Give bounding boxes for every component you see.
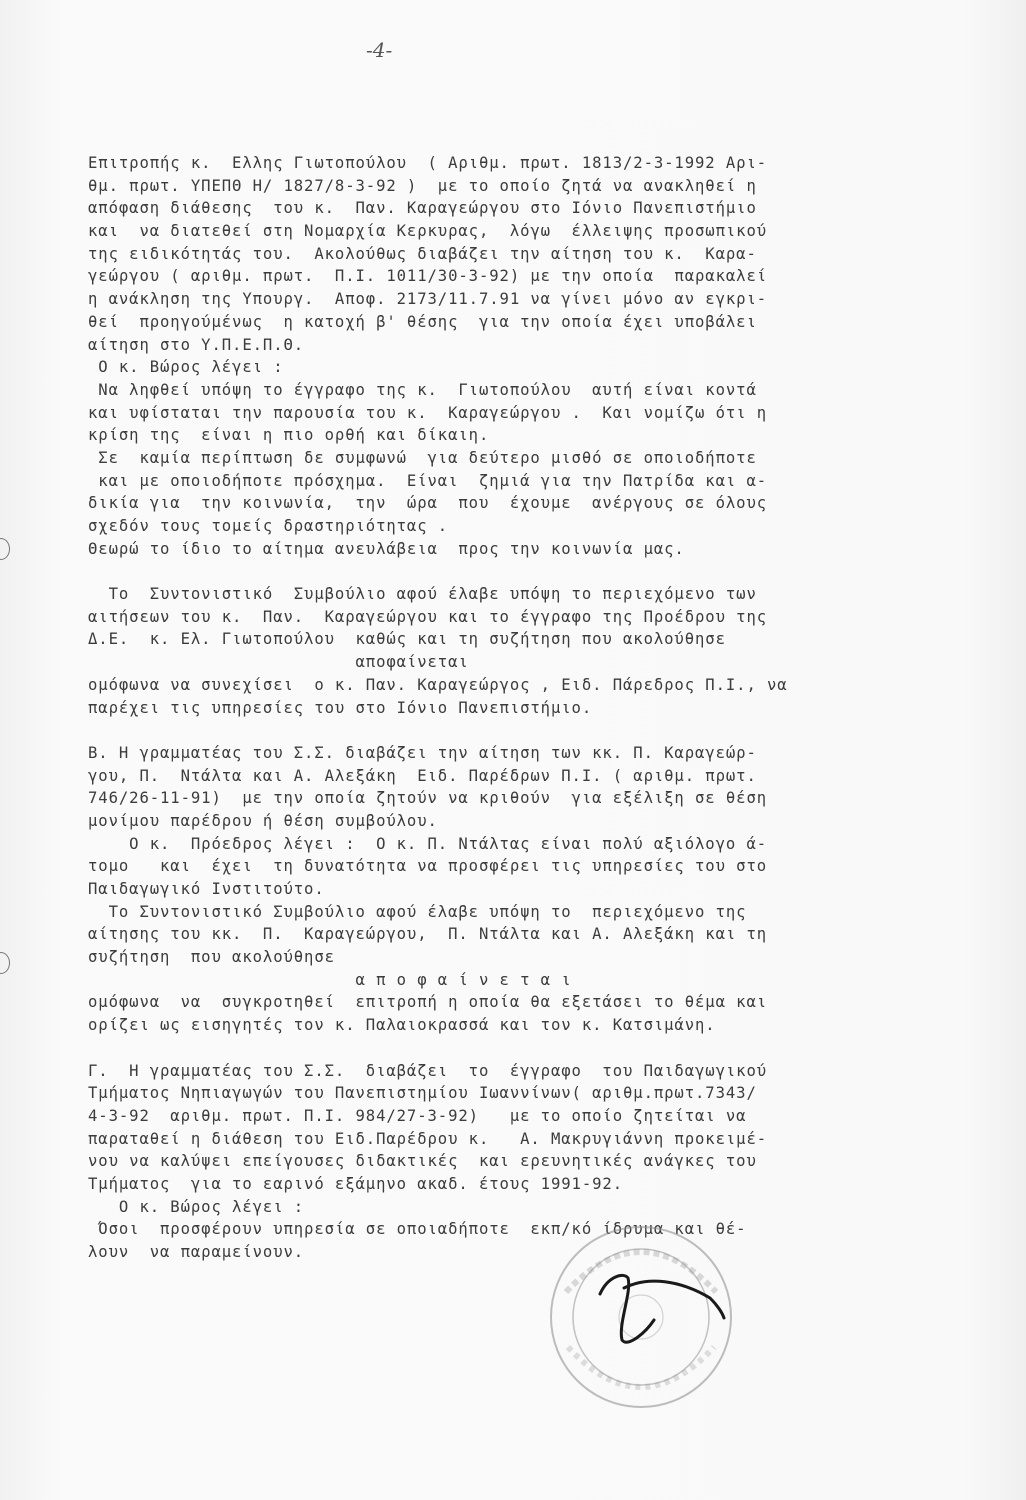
text-line: Θεωρώ το ίδιο το αίτημα ανευλάβεια προς την κοινωνία μας.	[88, 539, 685, 558]
text-line: Γ. Η γραμματέας του Σ.Σ. διαβάζει το έγγραφο του Παιδαγωγικού	[88, 1061, 768, 1080]
text-line: Το Συντονιστικό Συμβούλιο αφού έλαβε υπόψη το περιεχόμενο των	[88, 585, 757, 604]
text-line: Ο κ. Βώρος λέγει :	[88, 1197, 305, 1216]
text-line: τομο και έχει τη δυνατότητα να προσφέρει τις υπηρεσίες του στο	[88, 857, 768, 876]
text-line: λουν να παραμείνουν.	[88, 1243, 305, 1261]
text-line: η ανάκληση της Υπουργ. Αποφ. 2173/11.7.91 να γίνει μόνο αν εγκρι-	[88, 290, 768, 309]
text-line: και υφίσταται την παρουσία του κ. Καραγεώργου . Και νομίζω ότι η	[88, 403, 768, 422]
text-line: θμ. πρωτ. ΥΠΕΠΘ Η/ 1827/8-3-92 ) με το οποίο ζητά να ανακληθεί η	[88, 176, 757, 195]
text-line: Τμήματος Νηπιαγωγών του Πανεπιστημίου Ιωαννίνων( αριθμ.πρωτ.7343/	[88, 1084, 757, 1103]
text-line: παραταθεί η διάθεση του Ειδ.Παρέδρου κ. Α. Μακρυγιάννη προκειμέ-	[88, 1129, 768, 1148]
text-line: Δ.Ε. κ. Ελ. Γιωτοπούλου καθώς και τη συζήτηση που ακολούθησε	[88, 630, 726, 649]
text-line: αίτηση στο Υ.Π.Ε.Π.Θ.	[88, 335, 305, 354]
text-line: και με οποιοδήποτε πρόσχημα. Είναι ζημιά για την Πατρίδα και α-	[88, 471, 768, 490]
blank-line	[88, 1037, 968, 1060]
binder-hole-mark	[0, 538, 10, 560]
text-line: απόφαση διάθεσης του κ. Παν. Καραγεώργου στο Ιόνιο Πανεπιστήμιο	[88, 199, 757, 218]
handwritten-signature	[588, 1262, 728, 1352]
text-line: σχεδόν τους τομείς δραστηριότητας .	[88, 517, 449, 535]
text-line: Παιδαγωγικό Ινστιτούτο.	[88, 880, 325, 898]
text-line: Ο κ. Πρόεδρος λέγει : Ο κ. Π. Ντάλτας είναι πολύ αξιόλογο ά-	[88, 834, 768, 853]
text-line: αιτήσεων του κ. Παν. Καραγεώργου και το έγγραφο της Προέδρου της	[88, 607, 768, 626]
text-line: μονίμου παρέδρου ή θέση συμβούλου.	[88, 811, 438, 830]
text-line: 746/26-11-91) με την οποία ζητούν να κριθούν για εξέλιξη σε θέση	[88, 789, 768, 808]
text-line: Σε καμία περίπτωση δε συμφωνώ για δεύτερο μισθό σε οποιοδήποτε	[88, 448, 757, 467]
text-line: αίτησης του κκ. Π. Καραγεώργου, Π. Ντάλτα και Α. Αλεξάκη και τη	[88, 925, 768, 944]
text-line: Όσοι προσφέρουν υπηρεσία σε οποιαδήποτε εκπ/κό ίδρυμα και θέ-	[88, 1220, 747, 1239]
text-line: και να διατεθεί στη Νομαρχία Κερκυρας, λόγω έλλειψης προσωπικού	[88, 222, 768, 241]
text-line: Επιτροπής κ. Ελλης Γιωτοπούλου ( Αριθμ. πρωτ. 1813/2-3-1992 Αρι-	[88, 154, 768, 172]
text-line: α π ο φ α ί ν ε τ α ι	[88, 970, 572, 989]
text-line: Να ληφθεί υπόψη το έγγραφο της κ. Γιωτοπούλου αυτή είναι κοντά	[88, 380, 757, 399]
text-line: γεώργου ( αριθμ. πρωτ. Π.Ι. 1011/30-3-92) με την οποία παρακαλεί	[88, 267, 768, 286]
text-line: παρέχει τις υπηρεσίες του στο Ιόνιο Πανεπιστήμιο.	[88, 698, 593, 717]
text-line: θεί προηγούμένως η κατοχή β' θέσης για την οποία έχει υποβάλει	[88, 312, 757, 331]
typewritten-body	[88, 152, 968, 1264]
blank-line	[88, 560, 968, 583]
text-line: ορίζει ως εισηγητές τον κ. Παλαιοκρασσά και τον κ. Κατσιμάνη.	[88, 1016, 716, 1035]
text-line: νου να καλύψει επείγουσες διδακτικές και ερευνητικές ανάγκες του	[88, 1152, 757, 1171]
text-line: Τμήματος για το εαρινό εξάμηνο ακαδ. έτους 1991-92.	[88, 1174, 623, 1193]
text-line: γου, Π. Ντάλτα και Α. Αλεξάκη Ειδ. Παρέδρων Π.Ι. ( αριθμ. πρωτ.	[88, 766, 757, 785]
binder-hole-mark	[0, 952, 10, 974]
text-line: της ειδικότητάς του. Ακολούθως διαβάζει την αίτηση του κ. Καρα-	[88, 244, 757, 263]
text-line: κρίση της είναι η πιο ορθή και δίκαιη.	[88, 426, 490, 445]
text-line: ομόφωνα να συνεχίσει ο κ. Παν. Καραγεώργος , Ειδ. Πάρεδρος Π.Ι., να	[88, 675, 788, 694]
text-line: Ο κ. Βώρος λέγει :	[88, 358, 284, 377]
text-line: Β. Η γραμματέας του Σ.Σ. διαβάζει την αίτηση των κκ. Π. Καραγεώρ-	[88, 743, 757, 762]
text-line: 4-3-92 αριθμ. πρωτ. Π.Ι. 984/27-3-92) με το οποίο ζητείται να	[88, 1106, 747, 1125]
text-line: δικία για την κοινωνία, την ώρα που έχουμε ανέργους σε όλους	[88, 494, 768, 513]
text-line: ομόφωνα να συγκροτηθεί επιτροπή η οποία θα εξετάσει το θέμα και	[88, 993, 768, 1012]
blank-line	[88, 719, 968, 742]
page-number: -4-	[366, 38, 393, 62]
text-line: συζήτηση που ακολούθησε	[88, 948, 335, 967]
text-line: αποφαίνεται	[88, 653, 469, 672]
text-line: Το Συντονιστικό Συμβούλιο αφού έλαβε υπόψη το περιεχόμενο της	[88, 902, 747, 921]
